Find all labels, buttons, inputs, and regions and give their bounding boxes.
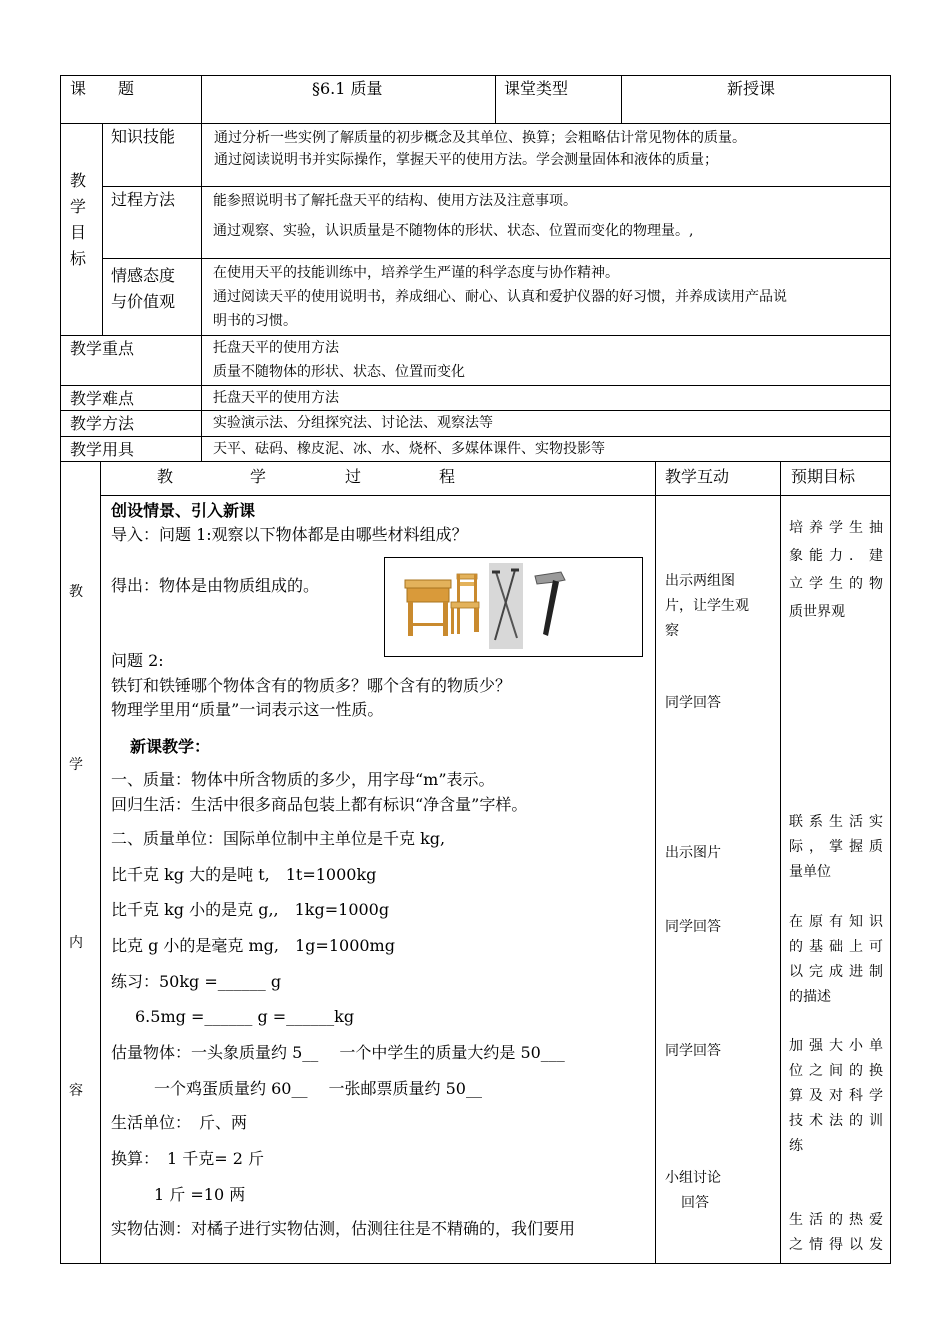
estimate-line-1: 估量物体：一头象质量约 5__ 一个中学生的质量大约是 50___ [111, 1043, 565, 1062]
convert-line-2: 1 斤 =10 两 [154, 1185, 246, 1204]
mass-definition: 一、质量：物体中所含物质的多少，用字母“m”表示。 [111, 770, 495, 789]
interaction-answer-3: 同学回答 [665, 1043, 721, 1059]
methods-label: 教学方法 [70, 414, 135, 433]
iron-nails-icon [489, 563, 523, 649]
side-char-1: 教 [69, 584, 83, 600]
question2-line-1: 铁钉和铁锤哪个物体含有的物质多？哪个含有的物质少？ [111, 676, 512, 695]
unit-ton: 比千克 kg 大的是吨 t, 1t=1000kg [111, 865, 377, 884]
col-process-char-3: 过 [345, 467, 362, 486]
difficulty-label: 教学难点 [70, 389, 135, 408]
unit-milligram: 比克 g 小的是毫克 mg, 1g=1000mg [111, 936, 395, 955]
objectives-side-label: 教 学 目 标 [70, 171, 87, 268]
side-char-2: 学 [69, 757, 83, 773]
table-border-right [890, 75, 891, 1264]
estimate-line-2: 一个鸡蛋质量约 60__ 一张邮票质量约 50__ [154, 1079, 482, 1098]
question2-line-2: 物理学里用“质量”一词表示这一性质。 [111, 700, 384, 719]
section1-title: 创设情景、引入新课 [111, 501, 256, 520]
conclusion-text: 得出：物体是由物质组成的。 [111, 576, 320, 595]
emotion-label: 情感态度 与价值观 [111, 266, 176, 311]
methods-value: 实验演示法、分组探究法、讨论法、观察法等 [213, 415, 493, 431]
emotion-line-1: 在使用天平的技能训练中，培养学生严谨的科学态度与协作精神。 [213, 265, 619, 281]
emotion-line-2: 通过阅读天平的使用说明书，养成细心、耐心、认真和爱护仪器的好习惯，并养成读用产品说 [213, 289, 787, 305]
question2-title: 问题 2: [111, 651, 164, 670]
col-goal-header: 预期目标 [791, 467, 856, 486]
unit-title: 二、质量单位：国际单位制中主单位是千克 kg, [111, 829, 446, 848]
goal-unit-training: 加强大小单 位之间的换 算及对科学 技术法的训 练 [789, 1038, 883, 1154]
col-process-char-4: 程 [439, 467, 456, 486]
practice-line-2: 6.5mg =______ g =______kg [135, 1007, 355, 1026]
goal-conversion-description: 在原有知识 的基础上可 以完成进制 的描述 [789, 914, 883, 1005]
class-type-value: 新授课 [727, 79, 776, 98]
difficulty-value: 托盘天平的使用方法 [213, 390, 339, 406]
side-char-3: 内 [69, 935, 83, 951]
unit-gram: 比千克 kg 小的是克 g,, 1kg=1000g [111, 900, 390, 919]
key-point-2: 质量不随物体的形状、状态、位置而变化 [213, 364, 465, 380]
intro-question: 导入：问题 1:观察以下物体都是由哪些材料组成？ [111, 525, 468, 544]
side-char-4: 容 [69, 1083, 83, 1099]
process-line-2: 通过观察、实验，认识质量是不随物体的形状、状态、位置而变化的物理量。, [213, 223, 694, 239]
interaction-answer-1: 同学回答 [665, 695, 721, 711]
real-estimate: 实物估测：对橘子进行实物估测，估测往往是不精确的，我们要用 [111, 1219, 576, 1238]
process-line-1: 能参照说明书了解托盘天平的结构、使用方法及注意事项。 [213, 193, 577, 209]
interaction-group-discussion: 小组讨论 回答 [665, 1170, 721, 1211]
goal-life-love: 生活的热爱 之情得以发 [789, 1212, 883, 1253]
col-process-char-2: 学 [250, 467, 267, 486]
practice-line-1: 练习：50kg =______ g [111, 972, 282, 991]
knowledge-label: 知识技能 [111, 127, 176, 146]
interaction-show-pictures: 出示两组图 片，让学生观 察 [665, 573, 749, 639]
section2-title: 新课教学： [130, 737, 211, 756]
emotion-line-3: 明书的习惯。 [213, 313, 297, 329]
process-label: 过程方法 [111, 190, 176, 209]
life-unit: 生活单位： 斤、两 [111, 1113, 248, 1132]
tools-label: 教学用具 [70, 440, 135, 459]
tools-value: 天平、砝码、橡皮泥、冰、水、烧杯、多媒体课件、实物投影等 [213, 441, 605, 457]
table-border-bottom [60, 1263, 891, 1264]
convert-line-1: 换算： 1 千克= 2 斤 [111, 1149, 265, 1168]
objects-image [384, 557, 643, 657]
key-point-1: 托盘天平的使用方法 [213, 340, 339, 356]
knowledge-line-1: 通过分析一些实例了解质量的初步概念及其单位、换算；会粗略估计常见物体的质量。 [214, 130, 746, 146]
key-points-label: 教学重点 [70, 339, 135, 358]
wooden-desk-icon [405, 580, 451, 636]
class-type-label: 课堂类型 [504, 79, 569, 98]
hammer-icon [535, 572, 565, 636]
table-border-left [60, 75, 61, 1264]
knowledge-line-2: 通过阅读说明书并实际操作，掌握天平的使用方法。学会测量固体和液体的质量； [214, 152, 718, 168]
topic-value: §6.1 质量 [312, 79, 383, 98]
col-process-char-1: 教 [157, 467, 174, 486]
goal-abstraction: 培养学生抽 象能力．建 立学生的物 质世界观 [789, 520, 883, 620]
col-interaction-header: 教学互动 [665, 467, 730, 486]
wooden-chair-icon [451, 574, 479, 634]
interaction-answer-2: 同学回答 [665, 919, 721, 935]
life-link: 回归生活：生活中很多商品包装上都有标识“净含量”字样。 [111, 795, 528, 814]
table-border-top [60, 75, 891, 76]
goal-life-units: 联系生活实 际，掌握质 量单位 [789, 814, 883, 880]
topic-label: 课 题 [70, 79, 135, 98]
interaction-show-picture-2: 出示图片 [665, 845, 721, 861]
